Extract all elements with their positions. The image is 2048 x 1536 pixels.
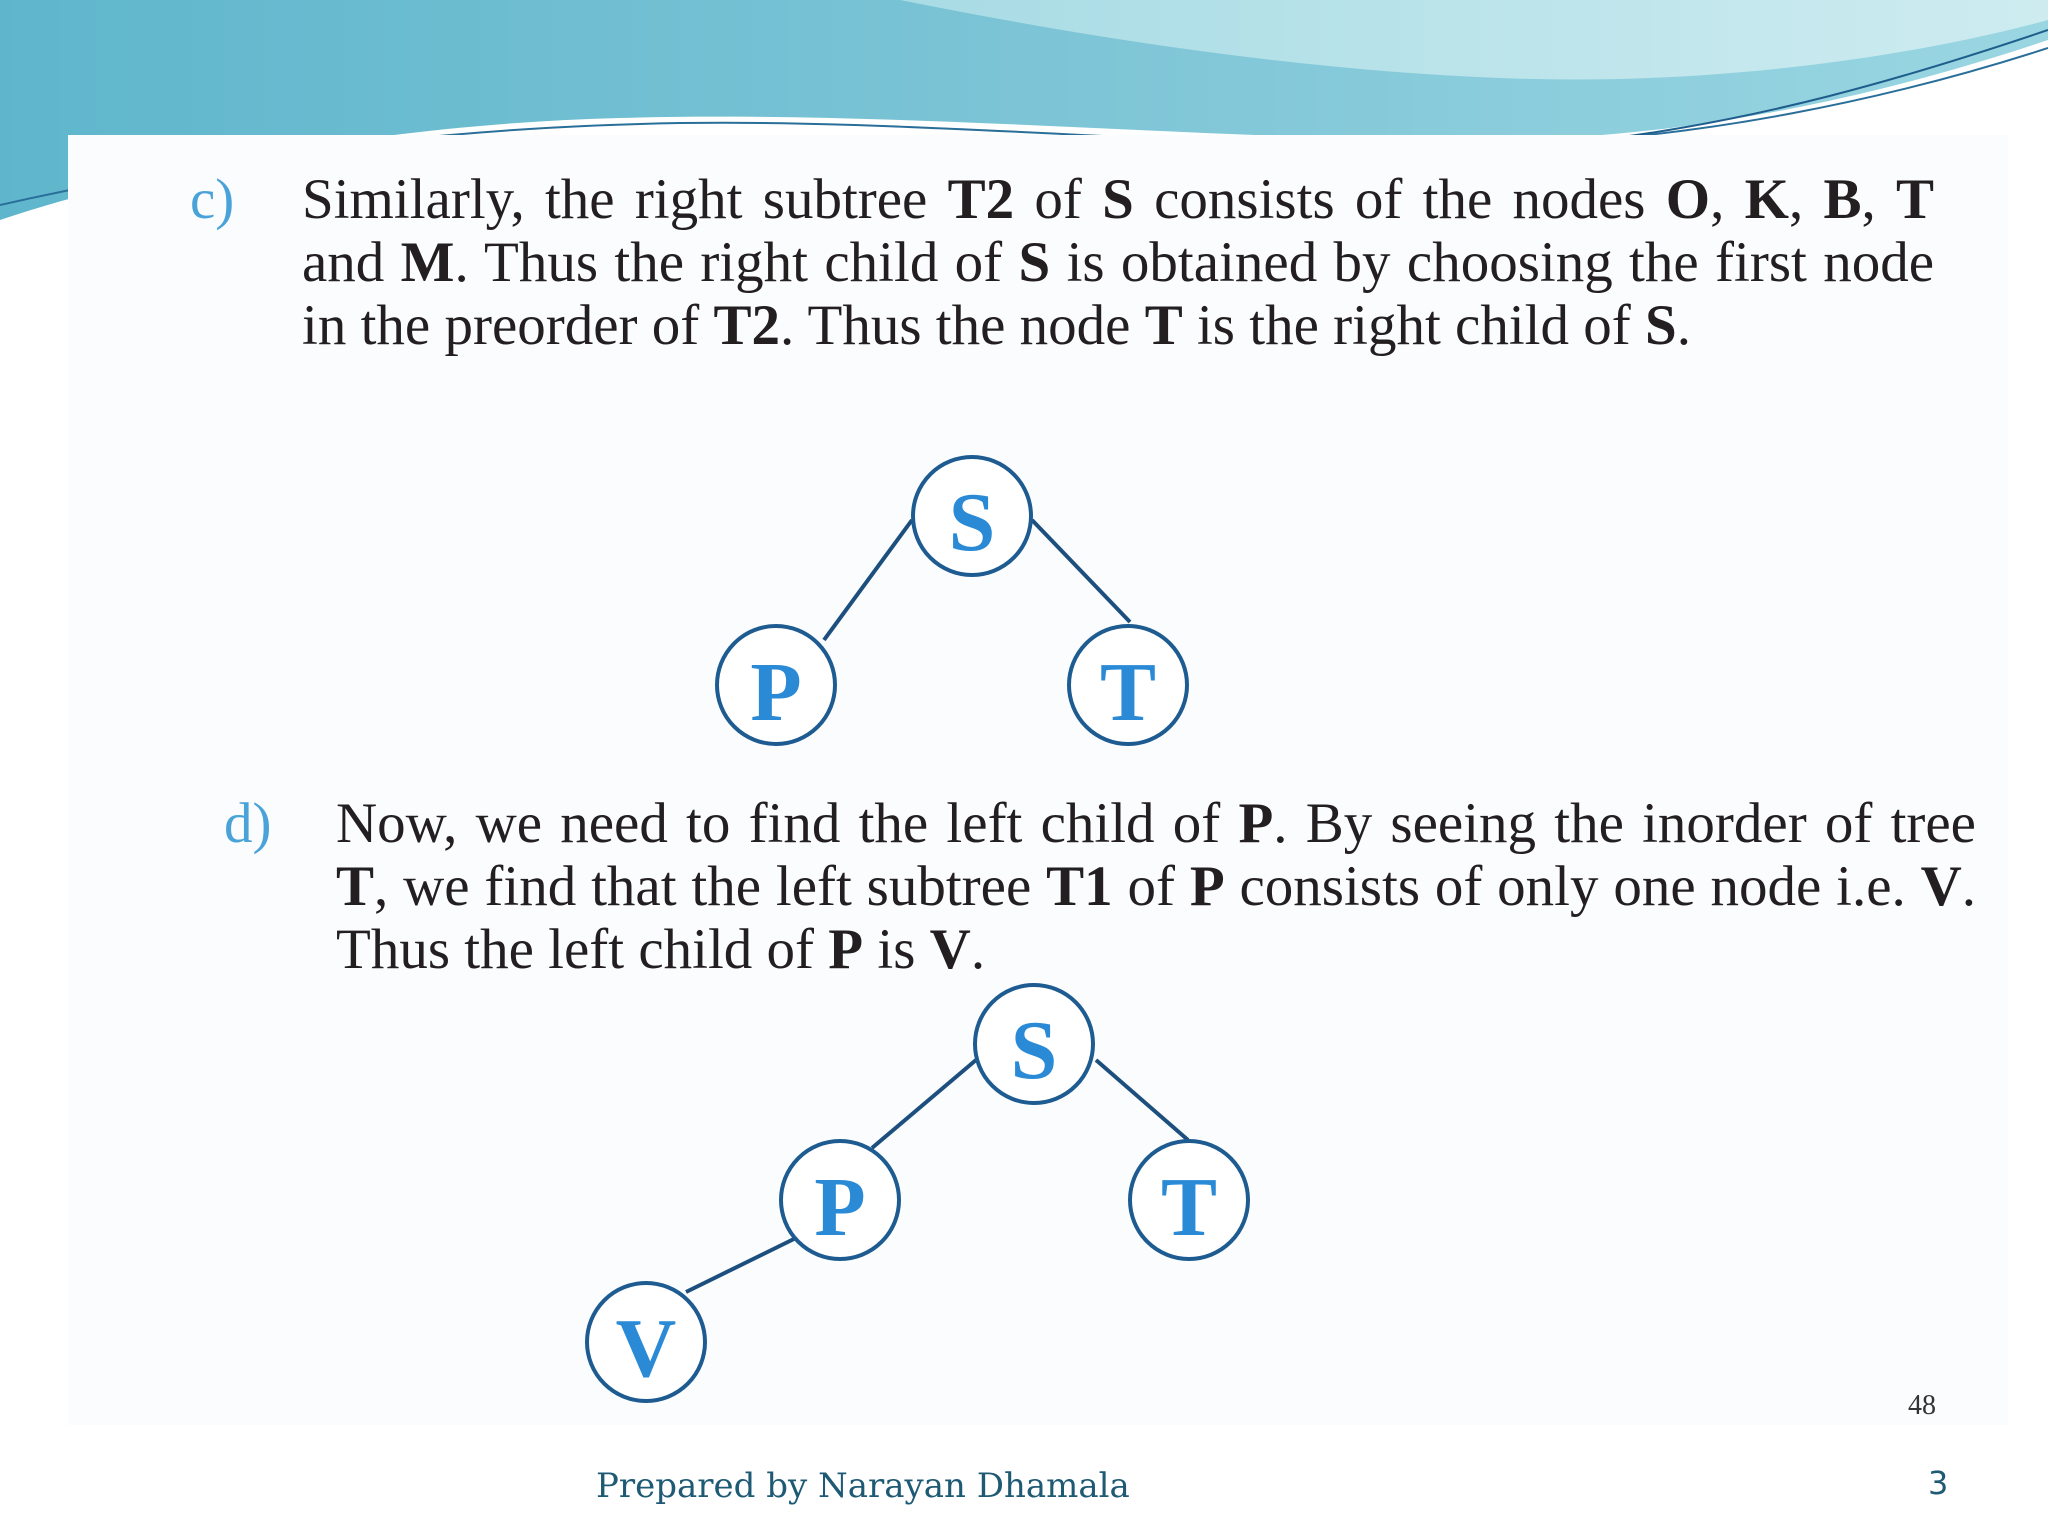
text-run: and	[302, 231, 401, 294]
text-run: .	[1676, 294, 1691, 357]
slide-number: 3	[1928, 1464, 1949, 1502]
edge2-p-v	[686, 1236, 800, 1292]
tree1-node-right-label: T	[1099, 646, 1157, 739]
bold-term: T	[336, 855, 375, 918]
text-run: . Thus the node	[780, 294, 1145, 357]
bold-term: T	[1896, 168, 1935, 231]
bold-term: S	[1644, 294, 1677, 357]
tree1-node-root-label: S	[948, 476, 996, 569]
bold-term: T2	[713, 294, 781, 357]
edge2-s-p	[872, 1060, 976, 1148]
footer-credit: Prepared by Narayan Dhamala	[596, 1466, 1130, 1506]
tree1-node-left-label: P	[750, 646, 802, 739]
bold-term: P	[1238, 792, 1274, 855]
text-run: consists of the nodes	[1133, 168, 1666, 231]
tree2-node-right-label: T	[1160, 1161, 1218, 1254]
text-run: . Thus the right child of	[454, 231, 1019, 294]
bold-term: O	[1665, 168, 1711, 231]
text-run: is the right child of	[1182, 294, 1645, 357]
bold-term: T	[1144, 294, 1183, 357]
bold-term: V	[1920, 855, 1962, 918]
source-page-number: 48	[1908, 1390, 1936, 1421]
text-run: of	[1014, 168, 1103, 231]
bold-term: P	[1189, 855, 1225, 918]
bold-term: M	[400, 231, 455, 294]
bold-term: V	[929, 918, 971, 981]
tree2-node-root-label: S	[1010, 1004, 1058, 1097]
bold-term: S	[1018, 231, 1051, 294]
tree2-node-left-left-label: V	[615, 1302, 677, 1395]
bold-term: K	[1744, 168, 1789, 231]
text-run: Similarly, the right subtree	[302, 168, 948, 231]
text-run: is	[863, 918, 930, 981]
text-run: Now, we need to find the left child of	[336, 792, 1239, 855]
text-run: of	[1112, 855, 1190, 918]
text-run: . By seeing the inorder of tree	[1273, 792, 1976, 855]
text-run: is obtained by choosing the first node in the preorder of	[302, 231, 1934, 357]
bold-term: B	[1823, 168, 1862, 231]
bold-term: T1	[1046, 855, 1113, 918]
text-run: ,	[1861, 168, 1897, 231]
edge2-s-t	[1096, 1060, 1188, 1140]
bold-term: P	[828, 918, 864, 981]
paragraph-c-marker: c)	[190, 168, 235, 231]
tree2-node-left-label: P	[814, 1161, 866, 1254]
text-run: . Thus the left child of	[336, 855, 1977, 981]
paragraph-d-marker: d)	[224, 792, 272, 855]
text-run: ,	[1788, 168, 1824, 231]
text-run: , we find that the left subtree	[374, 855, 1047, 918]
text-run: ,	[1710, 168, 1745, 231]
text-run: consists of only one node i.e.	[1224, 855, 1921, 918]
bold-term: S	[1102, 168, 1134, 231]
text-run: .	[970, 918, 986, 981]
bold-term: T2	[947, 168, 1015, 231]
